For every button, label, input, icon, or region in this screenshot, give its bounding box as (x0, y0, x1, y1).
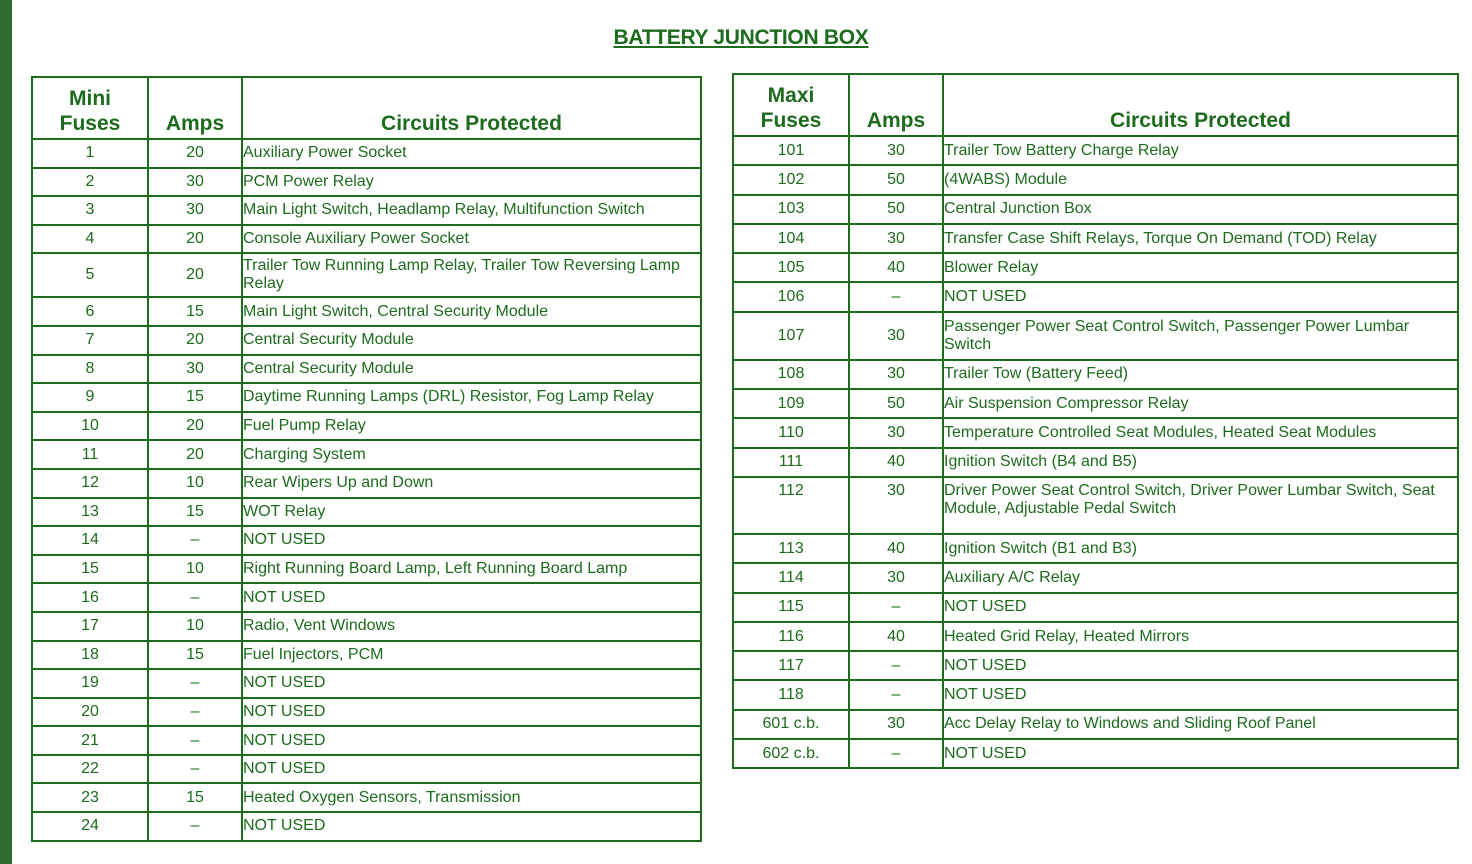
amps-cell: 40 (849, 253, 943, 282)
table-row (733, 195, 1458, 224)
mini-fuses-header: Mini Fuses (32, 77, 148, 139)
table-row (32, 412, 701, 441)
fuse-number-cell: 602 c.b. (733, 739, 849, 768)
circuits-cell: Daytime Running Lamps (DRL) Resistor, Fog Lamp Relay (242, 383, 701, 412)
circuits-cell: Temperature Controlled Seat Modules, Heated Seat Modules (943, 418, 1458, 447)
fuse-number-cell: 24 (32, 812, 148, 841)
fuse-number-cell: 20 (32, 698, 148, 727)
maxi-header-row (733, 74, 1458, 136)
fuse-number-cell: 101 (733, 136, 849, 165)
table-row (733, 224, 1458, 253)
table-row (32, 383, 701, 412)
fuse-number-cell: 114 (733, 563, 849, 592)
table-row (733, 563, 1458, 592)
circuits-cell: NOT USED (943, 680, 1458, 709)
fuse-number-cell: 22 (32, 755, 148, 784)
fuse-number-cell: 19 (32, 669, 148, 698)
fuse-number-cell: 108 (733, 360, 849, 389)
table-row (32, 526, 701, 555)
fuse-number-cell: 102 (733, 165, 849, 194)
circuits-cell: NOT USED (242, 698, 701, 727)
amps-cell: 30 (148, 355, 242, 384)
amps-cell: 30 (849, 360, 943, 389)
circuits-cell: PCM Power Relay (242, 168, 701, 197)
maxi-fuses-header: Maxi Fuses (733, 74, 849, 136)
circuits-cell: Ignition Switch (B1 and B3) (943, 534, 1458, 563)
fuse-number-cell: 118 (733, 680, 849, 709)
circuits-cell: Fuel Injectors, PCM (242, 641, 701, 670)
circuits-cell: Auxiliary A/C Relay (943, 563, 1458, 592)
table-row (733, 680, 1458, 709)
table-row (733, 360, 1458, 389)
amps-cell: – (849, 739, 943, 768)
circuits-cell: Right Running Board Lamp, Left Running Board Lamp (242, 555, 701, 584)
circuits-cell: Rear Wipers Up and Down (242, 469, 701, 498)
circuits-cell: Console Auxiliary Power Socket (242, 225, 701, 254)
amps-cell: 20 (148, 253, 242, 297)
circuits-cell: Central Junction Box (943, 195, 1458, 224)
circuits-cell: Central Security Module (242, 326, 701, 355)
circuits-cell: Fuel Pump Relay (242, 412, 701, 441)
table-row (733, 534, 1458, 563)
fuse-number-cell: 4 (32, 225, 148, 254)
circuits-cell: NOT USED (242, 755, 701, 784)
circuits-cell: Driver Power Seat Control Switch, Driver Power Lumbar Switch, Seat Module, Adjustable Pedal Switch (943, 477, 1458, 534)
table-row (32, 498, 701, 527)
circuits-cell: Blower Relay (943, 253, 1458, 282)
maxi-circuits-header: Circuits Protected (943, 74, 1458, 136)
amps-cell: 30 (849, 710, 943, 739)
table-row (32, 469, 701, 498)
circuits-cell: Ignition Switch (B4 and B5) (943, 448, 1458, 477)
circuits-cell: Auxiliary Power Socket (242, 139, 701, 168)
circuits-cell: Heated Oxygen Sensors, Transmission (242, 783, 701, 812)
circuits-cell: NOT USED (943, 282, 1458, 311)
circuits-cell: Main Light Switch, Headlamp Relay, Multifunction Switch (242, 196, 701, 225)
fuse-number-cell: 111 (733, 448, 849, 477)
amps-cell: 15 (148, 641, 242, 670)
fuse-number-cell: 2 (32, 168, 148, 197)
table-row (733, 739, 1458, 768)
amps-cell: – (148, 583, 242, 612)
table-row (32, 726, 701, 755)
amps-cell: 20 (148, 225, 242, 254)
table-row (733, 651, 1458, 680)
maxi-fuses-table (732, 73, 1459, 769)
amps-cell: – (849, 593, 943, 622)
amps-cell: 15 (148, 297, 242, 326)
amps-cell: 40 (849, 622, 943, 651)
table-row (733, 593, 1458, 622)
amps-cell: – (849, 680, 943, 709)
fuse-number-cell: 12 (32, 469, 148, 498)
table-row (32, 297, 701, 326)
circuits-cell: Passenger Power Seat Control Switch, Passenger Power Lumbar Switch (943, 312, 1458, 360)
fuse-number-cell: 11 (32, 440, 148, 469)
mini-amps-header: Amps (148, 77, 242, 139)
circuits-cell: Radio, Vent Windows (242, 612, 701, 641)
fuse-number-cell: 107 (733, 312, 849, 360)
table-row (32, 440, 701, 469)
circuits-cell: Heated Grid Relay, Heated Mirrors (943, 622, 1458, 651)
fuse-number-cell: 1 (32, 139, 148, 168)
fuse-number-cell: 3 (32, 196, 148, 225)
fuse-number-cell: 8 (32, 355, 148, 384)
table-row (733, 389, 1458, 418)
mini-fuses-table (31, 76, 702, 842)
amps-cell: 20 (148, 326, 242, 355)
table-row (32, 225, 701, 254)
fuse-number-cell: 21 (32, 726, 148, 755)
fuse-number-cell: 115 (733, 593, 849, 622)
amps-cell: – (148, 755, 242, 784)
amps-cell: – (148, 726, 242, 755)
table-row (32, 755, 701, 784)
table-row (733, 253, 1458, 282)
amps-cell: – (849, 282, 943, 311)
fuse-number-cell: 110 (733, 418, 849, 447)
amps-cell: 10 (148, 469, 242, 498)
table-row (32, 139, 701, 168)
amps-cell: 30 (849, 312, 943, 360)
amps-cell: – (148, 526, 242, 555)
table-row (32, 698, 701, 727)
circuits-cell: Trailer Tow (Battery Feed) (943, 360, 1458, 389)
circuits-cell: NOT USED (943, 651, 1458, 680)
amps-cell: – (148, 698, 242, 727)
fuse-number-cell: 10 (32, 412, 148, 441)
amps-cell: 30 (849, 224, 943, 253)
fuse-number-cell: 5 (32, 253, 148, 297)
table-row (32, 355, 701, 384)
circuits-cell: Main Light Switch, Central Security Module (242, 297, 701, 326)
circuits-cell: Trailer Tow Running Lamp Relay, Trailer Tow Reversing Lamp Relay (242, 253, 701, 297)
circuits-cell: NOT USED (242, 726, 701, 755)
fuse-number-cell: 103 (733, 195, 849, 224)
fuse-number-cell: 14 (32, 526, 148, 555)
fuse-number-cell: 117 (733, 651, 849, 680)
table-row (32, 783, 701, 812)
fuse-number-cell: 106 (733, 282, 849, 311)
fuse-number-cell: 116 (733, 622, 849, 651)
fuse-number-cell: 6 (32, 297, 148, 326)
amps-cell: 10 (148, 555, 242, 584)
table-row (32, 168, 701, 197)
amps-cell: 40 (849, 534, 943, 563)
amps-cell: 10 (148, 612, 242, 641)
table-row (733, 282, 1458, 311)
amps-cell: 15 (148, 383, 242, 412)
table-row (733, 165, 1458, 194)
amps-cell: 15 (148, 783, 242, 812)
table-row (32, 641, 701, 670)
circuits-cell: Acc Delay Relay to Windows and Sliding Roof Panel (943, 710, 1458, 739)
table-row (32, 612, 701, 641)
mini-circuits-header: Circuits Protected (242, 77, 701, 139)
table-row (733, 312, 1458, 360)
circuits-cell: NOT USED (242, 583, 701, 612)
fuse-number-cell: 109 (733, 389, 849, 418)
fuse-number-cell: 7 (32, 326, 148, 355)
circuits-cell: Central Security Module (242, 355, 701, 384)
circuits-cell: Air Suspension Compressor Relay (943, 389, 1458, 418)
fuse-number-cell: 601 c.b. (733, 710, 849, 739)
table-row (32, 326, 701, 355)
table-row (32, 583, 701, 612)
table-row (32, 196, 701, 225)
amps-cell: 30 (148, 196, 242, 225)
amps-cell: – (148, 812, 242, 841)
circuits-cell: (4WABS) Module (943, 165, 1458, 194)
circuits-cell: NOT USED (242, 812, 701, 841)
fuse-number-cell: 104 (733, 224, 849, 253)
fuse-number-cell: 23 (32, 783, 148, 812)
amps-cell: 50 (849, 165, 943, 194)
table-row (32, 253, 701, 297)
amps-cell: 30 (849, 563, 943, 592)
amps-cell: 50 (849, 389, 943, 418)
amps-cell: 20 (148, 139, 242, 168)
table-row (733, 477, 1458, 534)
circuits-cell: Transfer Case Shift Relays, Torque On Demand (TOD) Relay (943, 224, 1458, 253)
amps-cell: 30 (148, 168, 242, 197)
amps-cell: 30 (849, 477, 943, 534)
amps-cell: 20 (148, 412, 242, 441)
fuse-number-cell: 112 (733, 477, 849, 534)
fuse-number-cell: 9 (32, 383, 148, 412)
amps-cell: 20 (148, 440, 242, 469)
fuse-number-cell: 18 (32, 641, 148, 670)
maxi-amps-header: Amps (849, 74, 943, 136)
circuits-cell: NOT USED (242, 669, 701, 698)
table-row (32, 555, 701, 584)
table-row (733, 710, 1458, 739)
amps-cell: – (148, 669, 242, 698)
left-edge-bar (0, 0, 12, 864)
circuits-cell: NOT USED (943, 739, 1458, 768)
table-row (733, 448, 1458, 477)
amps-cell: 30 (849, 136, 943, 165)
table-row (733, 136, 1458, 165)
page-title: BATTERY JUNCTION BOX (613, 26, 869, 49)
fuse-number-cell: 15 (32, 555, 148, 584)
circuits-cell: Charging System (242, 440, 701, 469)
amps-cell: 15 (148, 498, 242, 527)
table-row (32, 812, 701, 841)
fuse-number-cell: 17 (32, 612, 148, 641)
circuits-cell: Trailer Tow Battery Charge Relay (943, 136, 1458, 165)
fuse-number-cell: 113 (733, 534, 849, 563)
amps-cell: 30 (849, 418, 943, 447)
fuse-number-cell: 16 (32, 583, 148, 612)
fuse-number-cell: 13 (32, 498, 148, 527)
circuits-cell: NOT USED (242, 526, 701, 555)
amps-cell: 50 (849, 195, 943, 224)
amps-cell: 40 (849, 448, 943, 477)
circuits-cell: NOT USED (943, 593, 1458, 622)
fuse-number-cell: 105 (733, 253, 849, 282)
amps-cell: – (849, 651, 943, 680)
table-row (733, 622, 1458, 651)
table-row (32, 669, 701, 698)
table-row (733, 418, 1458, 447)
circuits-cell: WOT Relay (242, 498, 701, 527)
mini-header-row (32, 77, 701, 139)
